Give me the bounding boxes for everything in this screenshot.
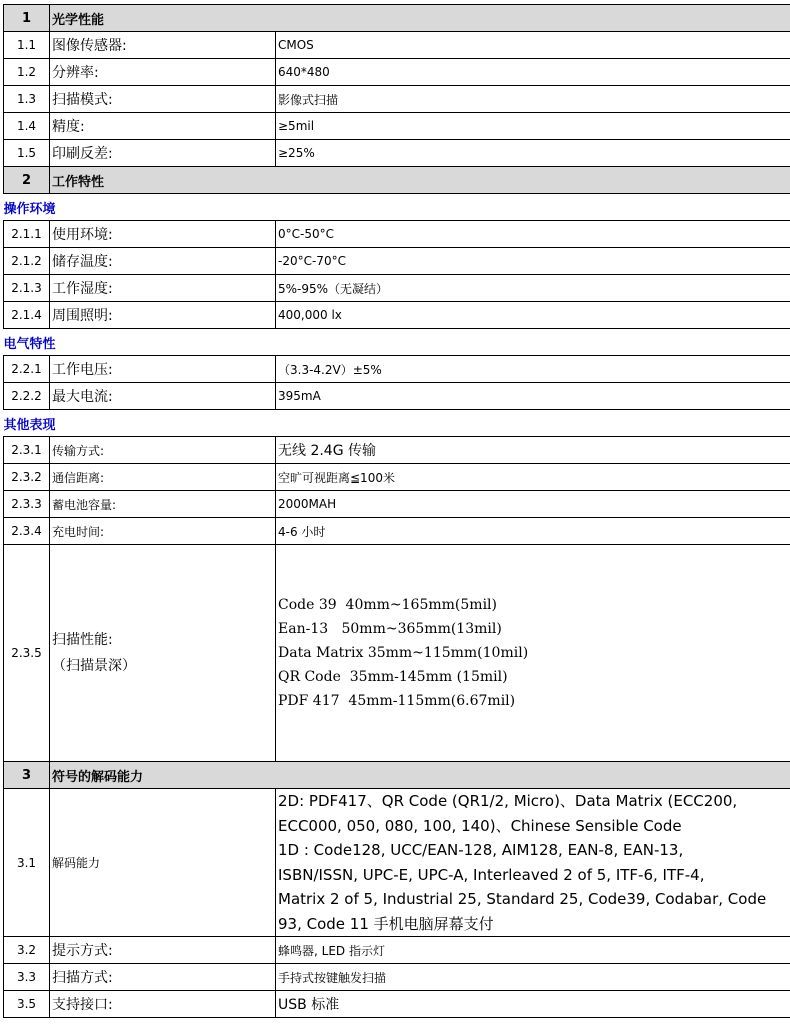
decode-line: ECC000, 050, 080, 100, 140)、Chinese Sensible Code [278, 816, 682, 835]
section-title: 光学性能 [50, 5, 790, 32]
row-number: 2.3.4 [4, 518, 50, 545]
row-label: 工作湿度: [50, 275, 276, 302]
row-value: ≥5mil [276, 113, 790, 140]
table-row [4, 32, 790, 59]
row-label [50, 545, 276, 762]
section-row [4, 762, 790, 789]
section-title: 工作特性 [50, 167, 790, 194]
row-number: 2.2.2 [4, 383, 50, 410]
decode-line: Matrix 2 of 5, Industrial 25, Standard 25, Code39, Codabar, Code [278, 890, 767, 908]
section-row [4, 167, 790, 194]
row-label: 解码能力 [50, 789, 276, 937]
row-number: 3.3 [4, 964, 50, 991]
row-value: CMOS [276, 32, 790, 59]
row-number: 2.1.4 [4, 302, 50, 329]
row-value: 395mA [276, 383, 790, 410]
row-label: 工作电压: [50, 356, 276, 383]
row-value: 空旷可视距离≦100米 [276, 464, 790, 491]
table-row [4, 545, 790, 762]
subsection-title: 其他表现 [3, 417, 56, 433]
row-value: 5%-95%（无凝结） [276, 275, 790, 302]
subsection-row [4, 410, 790, 437]
scan-spec-line: QR Code 35mm-145mm (15mil) [278, 669, 508, 685]
subsection-row [4, 194, 790, 221]
row-label: 传输方式: [50, 437, 276, 464]
decode-line: ISBN/ISSN, UPC-E, UPC-A, Interleaved 2 of 5, ITF-6, ITF-4, [278, 865, 705, 884]
table-row [4, 275, 790, 302]
table-row [4, 59, 790, 86]
table-row [4, 437, 790, 464]
row-label: 周围照明: [50, 302, 276, 329]
row-number: 3.5 [4, 991, 50, 1018]
row-value: 手持式按键触发扫描 [276, 964, 790, 991]
row-number: 2.3.2 [4, 464, 50, 491]
table-row [4, 991, 790, 1018]
row-label: 提示方式: [50, 937, 276, 964]
table-row [4, 491, 790, 518]
table-row [4, 964, 790, 991]
row-value [276, 789, 790, 937]
row-number: 2.3.3 [4, 491, 50, 518]
table-row [4, 383, 790, 410]
table-row [4, 221, 790, 248]
row-number: 2 [4, 167, 50, 194]
row-number: 1.1 [4, 32, 50, 59]
section-row [4, 5, 790, 32]
row-value: 400,000 lx [276, 302, 790, 329]
row-number: 2.1.2 [4, 248, 50, 275]
row-label-line: 扫描性能: [52, 632, 113, 648]
row-label: 分辨率: [50, 59, 276, 86]
row-number: 3 [4, 762, 50, 789]
subsection-row [4, 329, 790, 356]
row-value: （3.3-4.2V）±5% [276, 356, 790, 383]
row-number: 1.4 [4, 113, 50, 140]
row-value: 2000MAH [276, 491, 790, 518]
table-row [4, 937, 790, 964]
row-value: 无线 2.4G 传输 [276, 437, 790, 464]
row-label: 蓄电池容量: [50, 491, 276, 518]
row-value [276, 545, 790, 762]
row-label: 充电时间: [50, 518, 276, 545]
row-label: 印刷反差: [50, 140, 276, 167]
table-row [4, 464, 790, 491]
row-label: 储存温度: [50, 248, 276, 275]
row-label: 扫描方式: [50, 964, 276, 991]
row-number: 1.3 [4, 86, 50, 113]
row-number: 1.2 [4, 59, 50, 86]
row-value: 4-6 小时 [276, 518, 790, 545]
row-number: 2.1.3 [4, 275, 50, 302]
row-value: 0°C-50°C [276, 221, 790, 248]
scan-spec-line: Data Matrix 35mm~115mm(10mil) [278, 645, 529, 661]
row-label: 扫描模式: [50, 86, 276, 113]
decode-line: 1D : Code128, UCC/EAN-128, AIM128, EAN-8, EAN-13, [278, 841, 684, 859]
row-number: 2.3.1 [4, 437, 50, 464]
row-number: 2.1.1 [4, 221, 50, 248]
row-label: 通信距离: [50, 464, 276, 491]
table-row [4, 356, 790, 383]
subsection-title: 操作环境 [3, 201, 56, 217]
row-number: 3.1 [4, 789, 50, 937]
row-label: 支持接口: [50, 991, 276, 1018]
row-number: 2.3.5 [4, 545, 50, 762]
table-row [4, 248, 790, 275]
row-label: 最大电流: [50, 383, 276, 410]
table-row [4, 140, 790, 167]
row-number: 1 [4, 5, 50, 32]
row-value: 影像式扫描 [276, 86, 790, 113]
row-number: 2.2.1 [4, 356, 50, 383]
table-row [4, 302, 790, 329]
section-title: 符号的解码能力 [50, 762, 790, 789]
table-row [4, 518, 790, 545]
table-row [4, 113, 790, 140]
row-value: ≥25% [276, 140, 790, 167]
scan-spec-line: Code 39 40mm~165mm(5mil) [278, 597, 497, 613]
table-row [4, 789, 790, 937]
row-label-line: （扫描景深） [52, 658, 136, 674]
row-value: -20°C-70°C [276, 248, 790, 275]
row-number: 1.5 [4, 140, 50, 167]
row-label: 精度: [50, 113, 276, 140]
row-number: 3.2 [4, 937, 50, 964]
row-label: 使用环境: [50, 221, 276, 248]
scan-spec-line: Ean-13 50mm~365mm(13mil) [278, 621, 502, 637]
table-row [4, 86, 790, 113]
decode-line: 2D: PDF417、QR Code (QR1/2, Micro)、Data Matrix (ECC200, [278, 792, 738, 810]
spec-table [3, 4, 790, 1018]
decode-line: 93, Code 11 手机电脑屏幕支付 [278, 914, 494, 933]
row-value: USB 标准 [276, 991, 790, 1018]
row-label: 图像传感器: [50, 32, 276, 59]
row-value: 蜂鸣器, LED 指示灯 [276, 937, 790, 964]
scan-spec-line: PDF 417 45mm-115mm(6.67mil) [278, 693, 516, 709]
row-value: 640*480 [276, 59, 790, 86]
subsection-title: 电气特性 [3, 336, 56, 352]
